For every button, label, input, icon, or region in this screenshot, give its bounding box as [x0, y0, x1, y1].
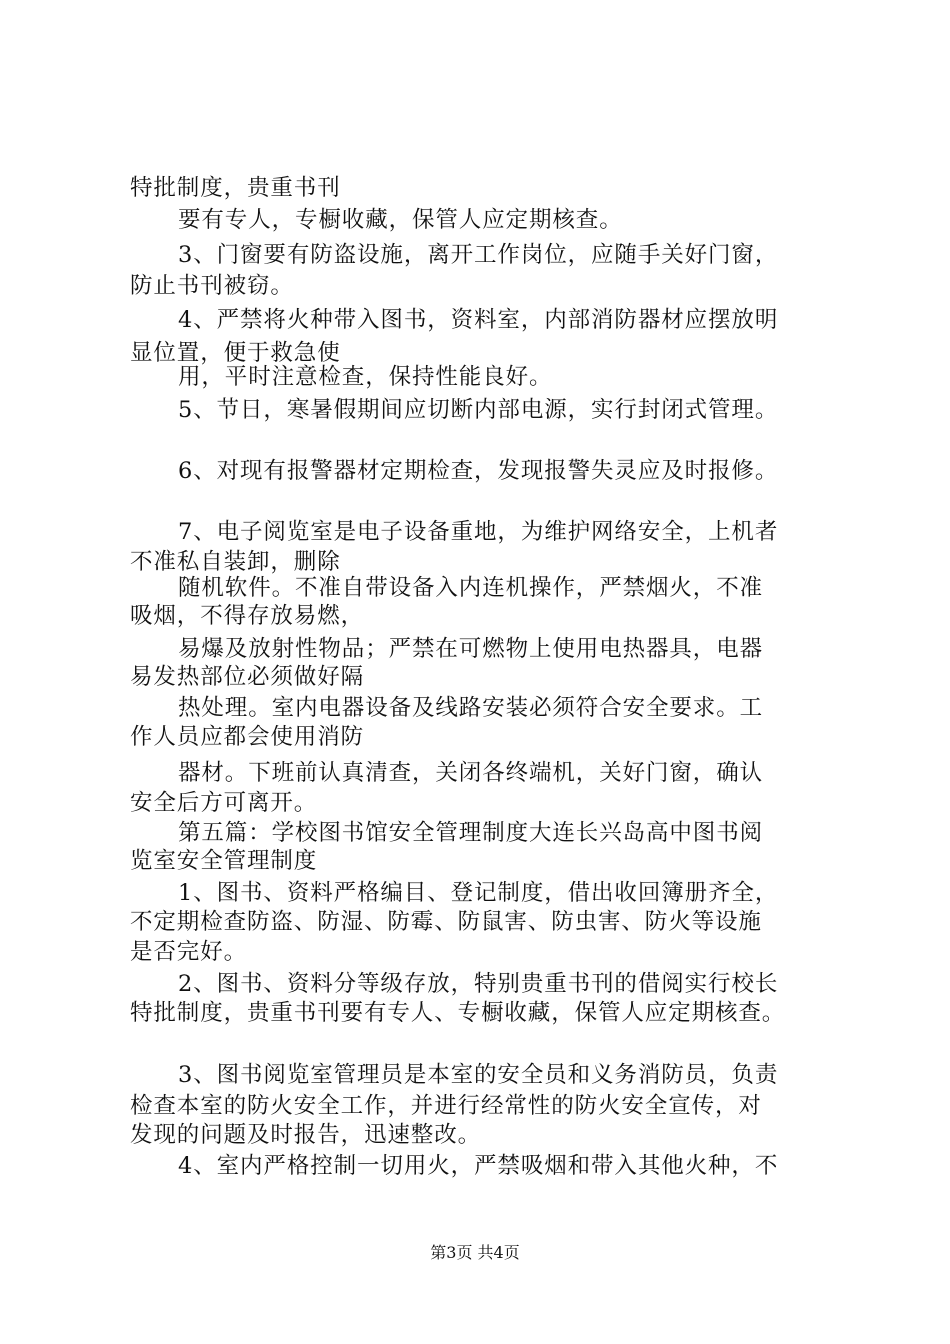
text-line: 检查本室的防火安全工作，并进行经常性的防火安全宣传，对	[130, 1093, 762, 1119]
text-line: 5、节日，寒暑假期间应切断内部电源，实行封闭式管理。	[178, 397, 779, 423]
text-line: 要有专人，专橱收藏，保管人应定期核查。	[178, 207, 623, 233]
text-line: 热处理。室内电器设备及线路安装必须符合安全要求。工	[178, 695, 764, 721]
text-line: 器材。下班前认真清查，关闭各终端机，关好门窗，确认	[178, 760, 764, 786]
section-heading: 第五篇：学校图书馆安全管理制度大连长兴岛高中图书阅	[178, 820, 764, 846]
text-line: 作人员应都会使用消防	[130, 724, 365, 750]
text-line: 6、对现有报警器材定期检查，发现报警失灵应及时报修。	[178, 458, 779, 484]
text-line: 3、门窗要有防盗设施，离开工作岗位，应随手关好门窗，	[178, 242, 779, 268]
text-line: 安全后方可离开。	[130, 790, 318, 816]
text-line: 易发热部位必须做好隔	[130, 664, 365, 690]
text-line: 发现的问题及时报告，迅速整改。	[130, 1122, 482, 1148]
section-heading-continued: 览室安全管理制度	[130, 848, 318, 874]
page-number-footer: 第3页 共4页	[430, 1243, 520, 1262]
text-line: 易爆及放射性物品；严禁在可燃物上使用电热器具，电器	[178, 636, 764, 662]
text-line: 随机软件。不准自带设备入内连机操作，严禁烟火，不准	[178, 575, 764, 601]
text-line: 特批制度，贵重书刊要有专人、专橱收藏，保管人应定期核查。	[130, 1000, 786, 1026]
text-line: 4、室内严格控制一切用火，严禁吸烟和带入其他火种，不	[178, 1153, 779, 1179]
text-line: 1、图书、资料严格编目、登记制度，借出收回簿册齐全，	[178, 880, 779, 906]
text-line: 不准私自装卸，删除	[130, 549, 341, 575]
text-line: 用，平时注意检查，保持性能良好。	[178, 364, 553, 390]
text-line: 2、图书、资料分等级存放，特别贵重书刊的借阅实行校长	[178, 971, 779, 997]
text-line: 不定期检查防盗、防湿、防霉、防鼠害、防虫害、防火等设施	[130, 909, 762, 935]
text-line: 吸烟，不得存放易燃，	[130, 603, 365, 629]
text-line: 是否完好。	[130, 939, 248, 965]
text-line: 特批制度，贵重书刊	[130, 175, 341, 201]
text-line: 7、电子阅览室是电子设备重地，为维护网络安全，上机者	[178, 519, 779, 545]
text-line: 4、严禁将火种带入图书，资料室，内部消防器材应摆放明	[178, 307, 779, 333]
text-line: 3、图书阅览室管理员是本室的安全员和义务消防员，负责	[178, 1062, 779, 1088]
text-line: 显位置，便于救急使	[130, 340, 341, 366]
text-line: 防止书刊被窃。	[130, 273, 294, 299]
